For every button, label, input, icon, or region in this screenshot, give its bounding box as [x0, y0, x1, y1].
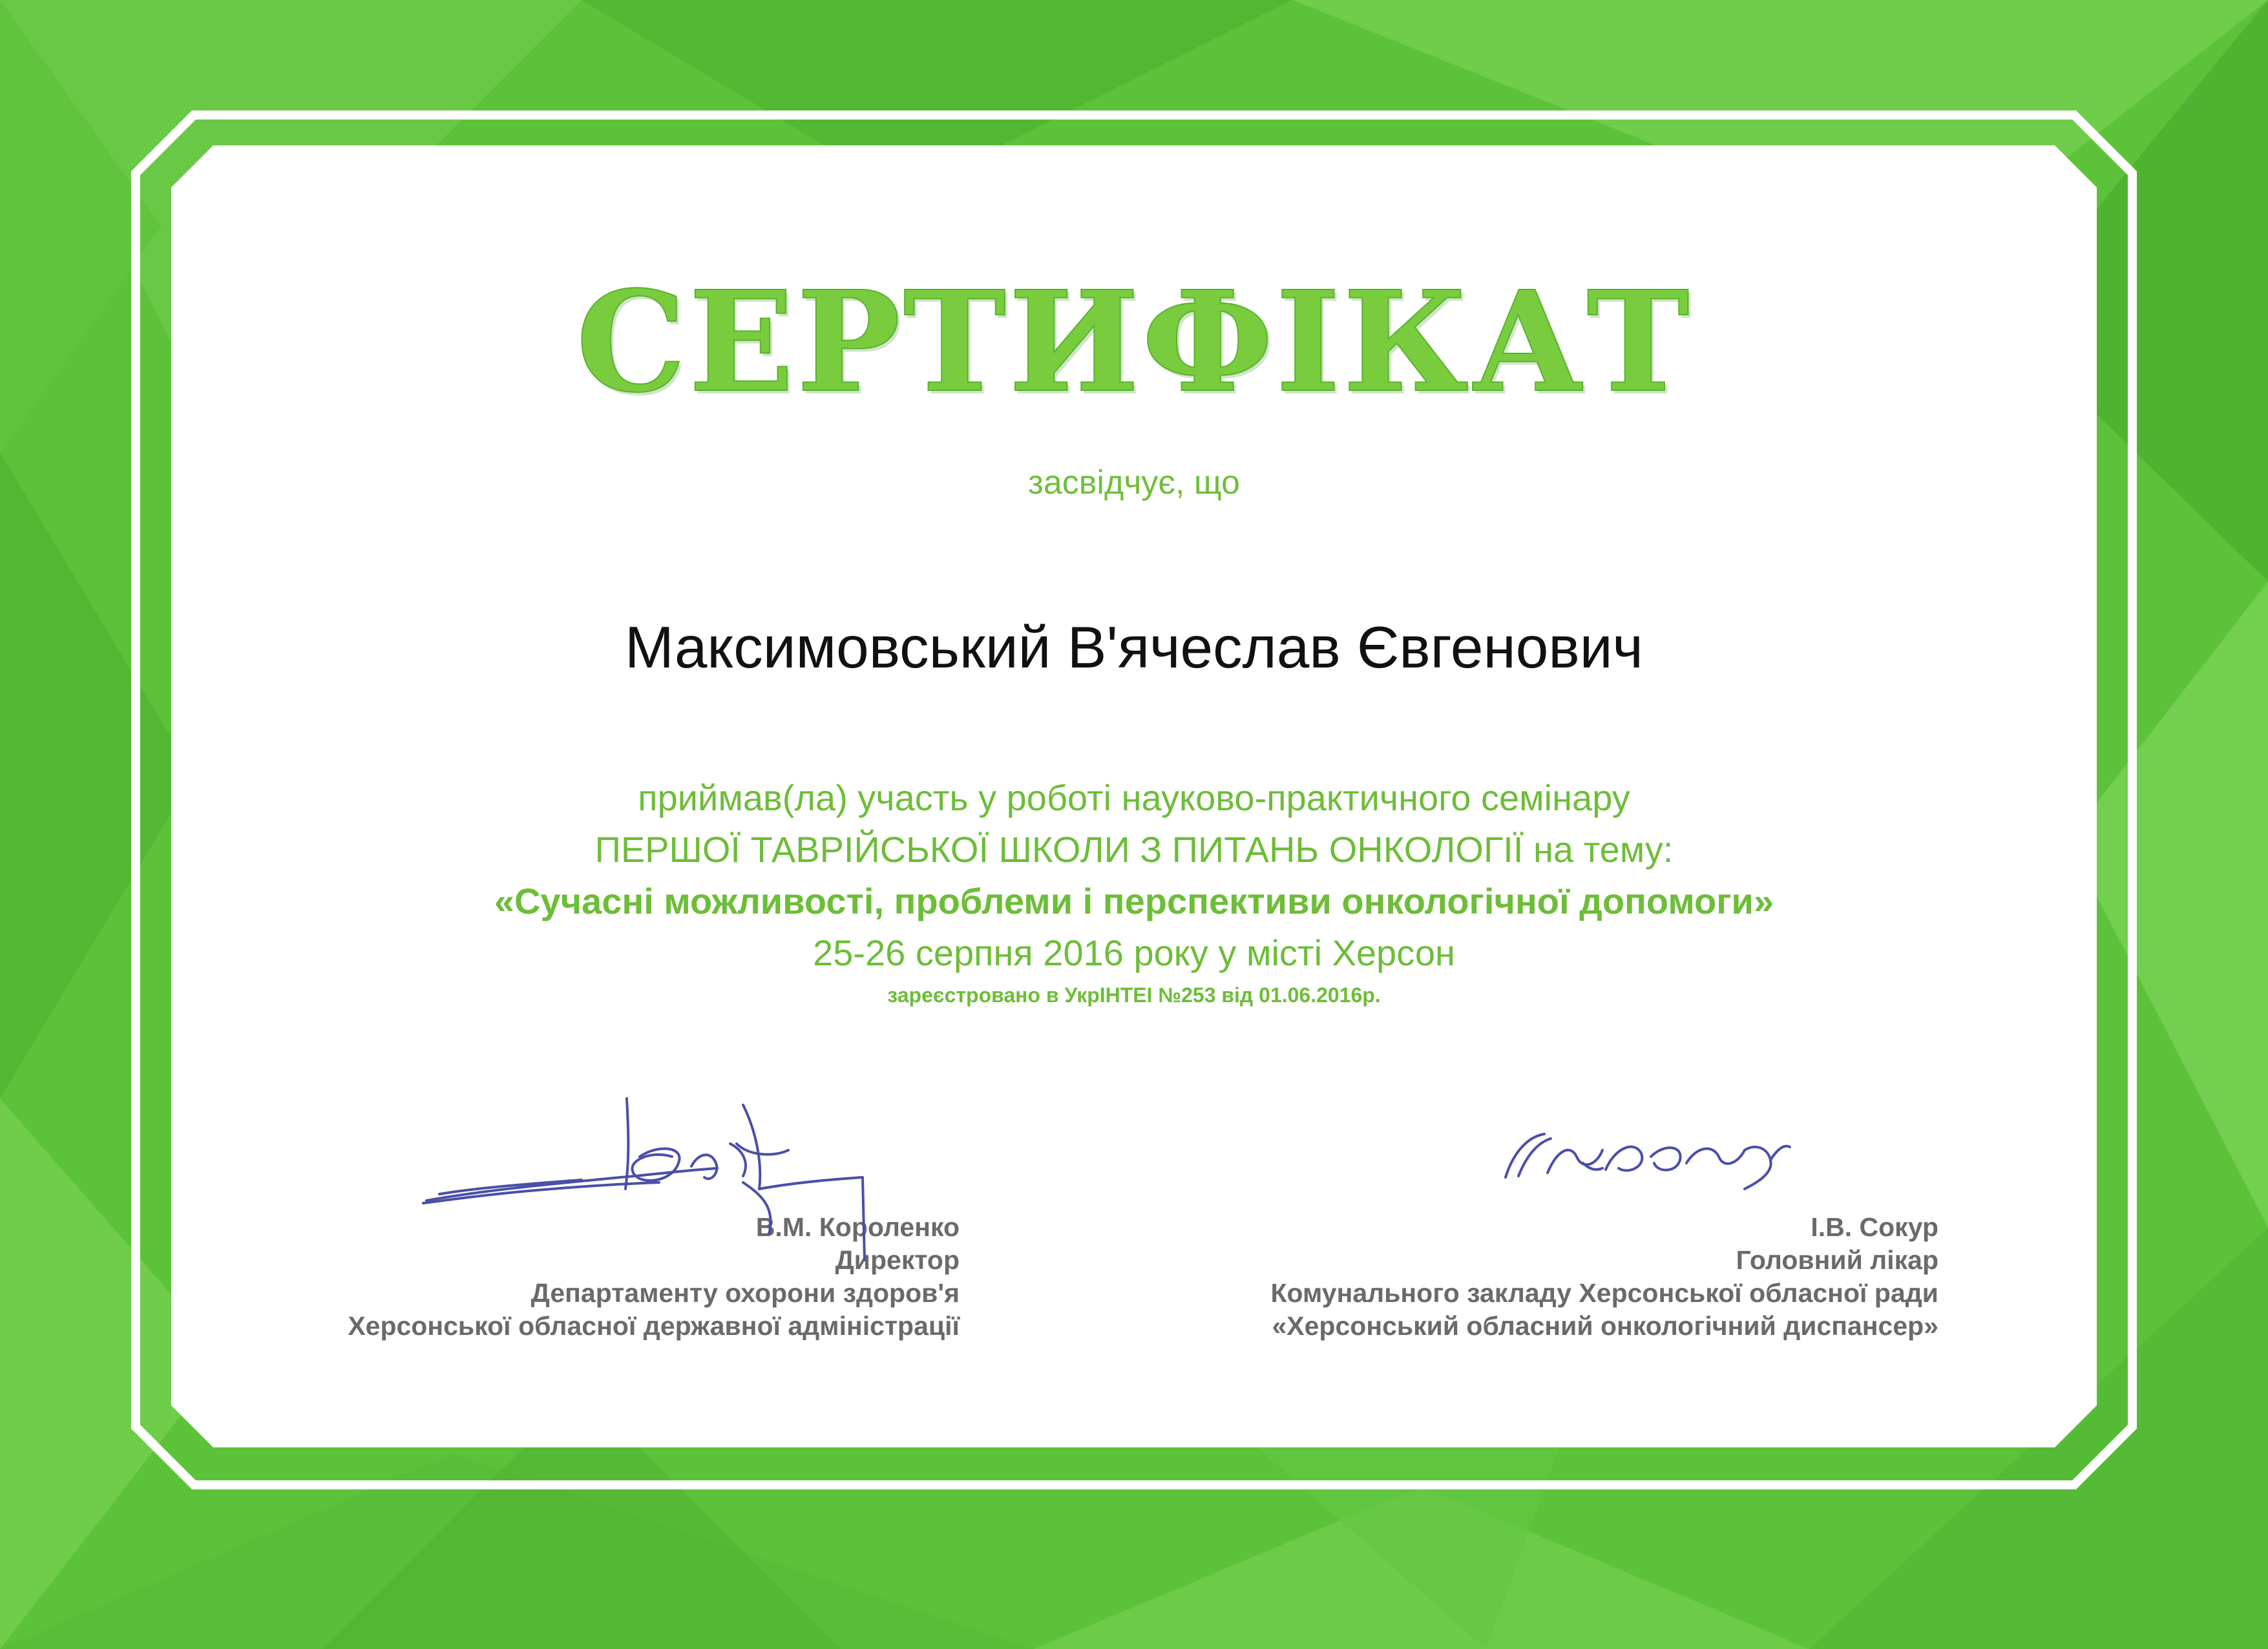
registration-note: зареєстровано в УкрІНТЕІ №253 від 01.06.2016р. — [887, 983, 1381, 1007]
body-line-participation: приймав(ла) участь у роботі науково-практичного семінару — [638, 777, 1630, 818]
signatory-right-org-1: Комунального закладу Херсонської обласної ради — [1270, 1278, 1938, 1308]
signatory-left-org-2: Херсонської обласної державної адміністрації — [348, 1311, 960, 1341]
signatory-right-name: І.В. Сокур — [1811, 1212, 1938, 1242]
signatory-right — [969, 1211, 1938, 1343]
signatory-right-position: Головний лікар — [1736, 1245, 1938, 1275]
certifies-text: засвідчує, що — [1028, 464, 1240, 501]
certificate-title: СЕРТИФІКАТ — [576, 261, 1692, 423]
signatory-right-org-2: «Херсонський обласний онкологічний диспансер» — [1272, 1311, 1938, 1341]
body-line-school: ПЕРШОЇ ТАВРІЙСЬКОЇ ШКОЛИ З ПИТАНЬ ОНКОЛОГІЇ на тему: — [594, 829, 1674, 870]
body-line-date-place: 25-26 серпня 2016 року у місті Херсон — [813, 932, 1455, 973]
recipient-name: Максимовський В'ячеслав Євгенович — [625, 615, 1643, 680]
signatory-left-position: Директор — [835, 1245, 960, 1275]
body-line-topic: «Сучасні можливості, проблеми і перспективи онкологічної допомоги» — [494, 881, 1774, 921]
signatory-left-org-1: Департаменту охорони здоров'я — [530, 1278, 960, 1308]
signatory-left — [194, 1211, 960, 1343]
signatory-left-name: В.М. Короленко — [755, 1212, 960, 1242]
